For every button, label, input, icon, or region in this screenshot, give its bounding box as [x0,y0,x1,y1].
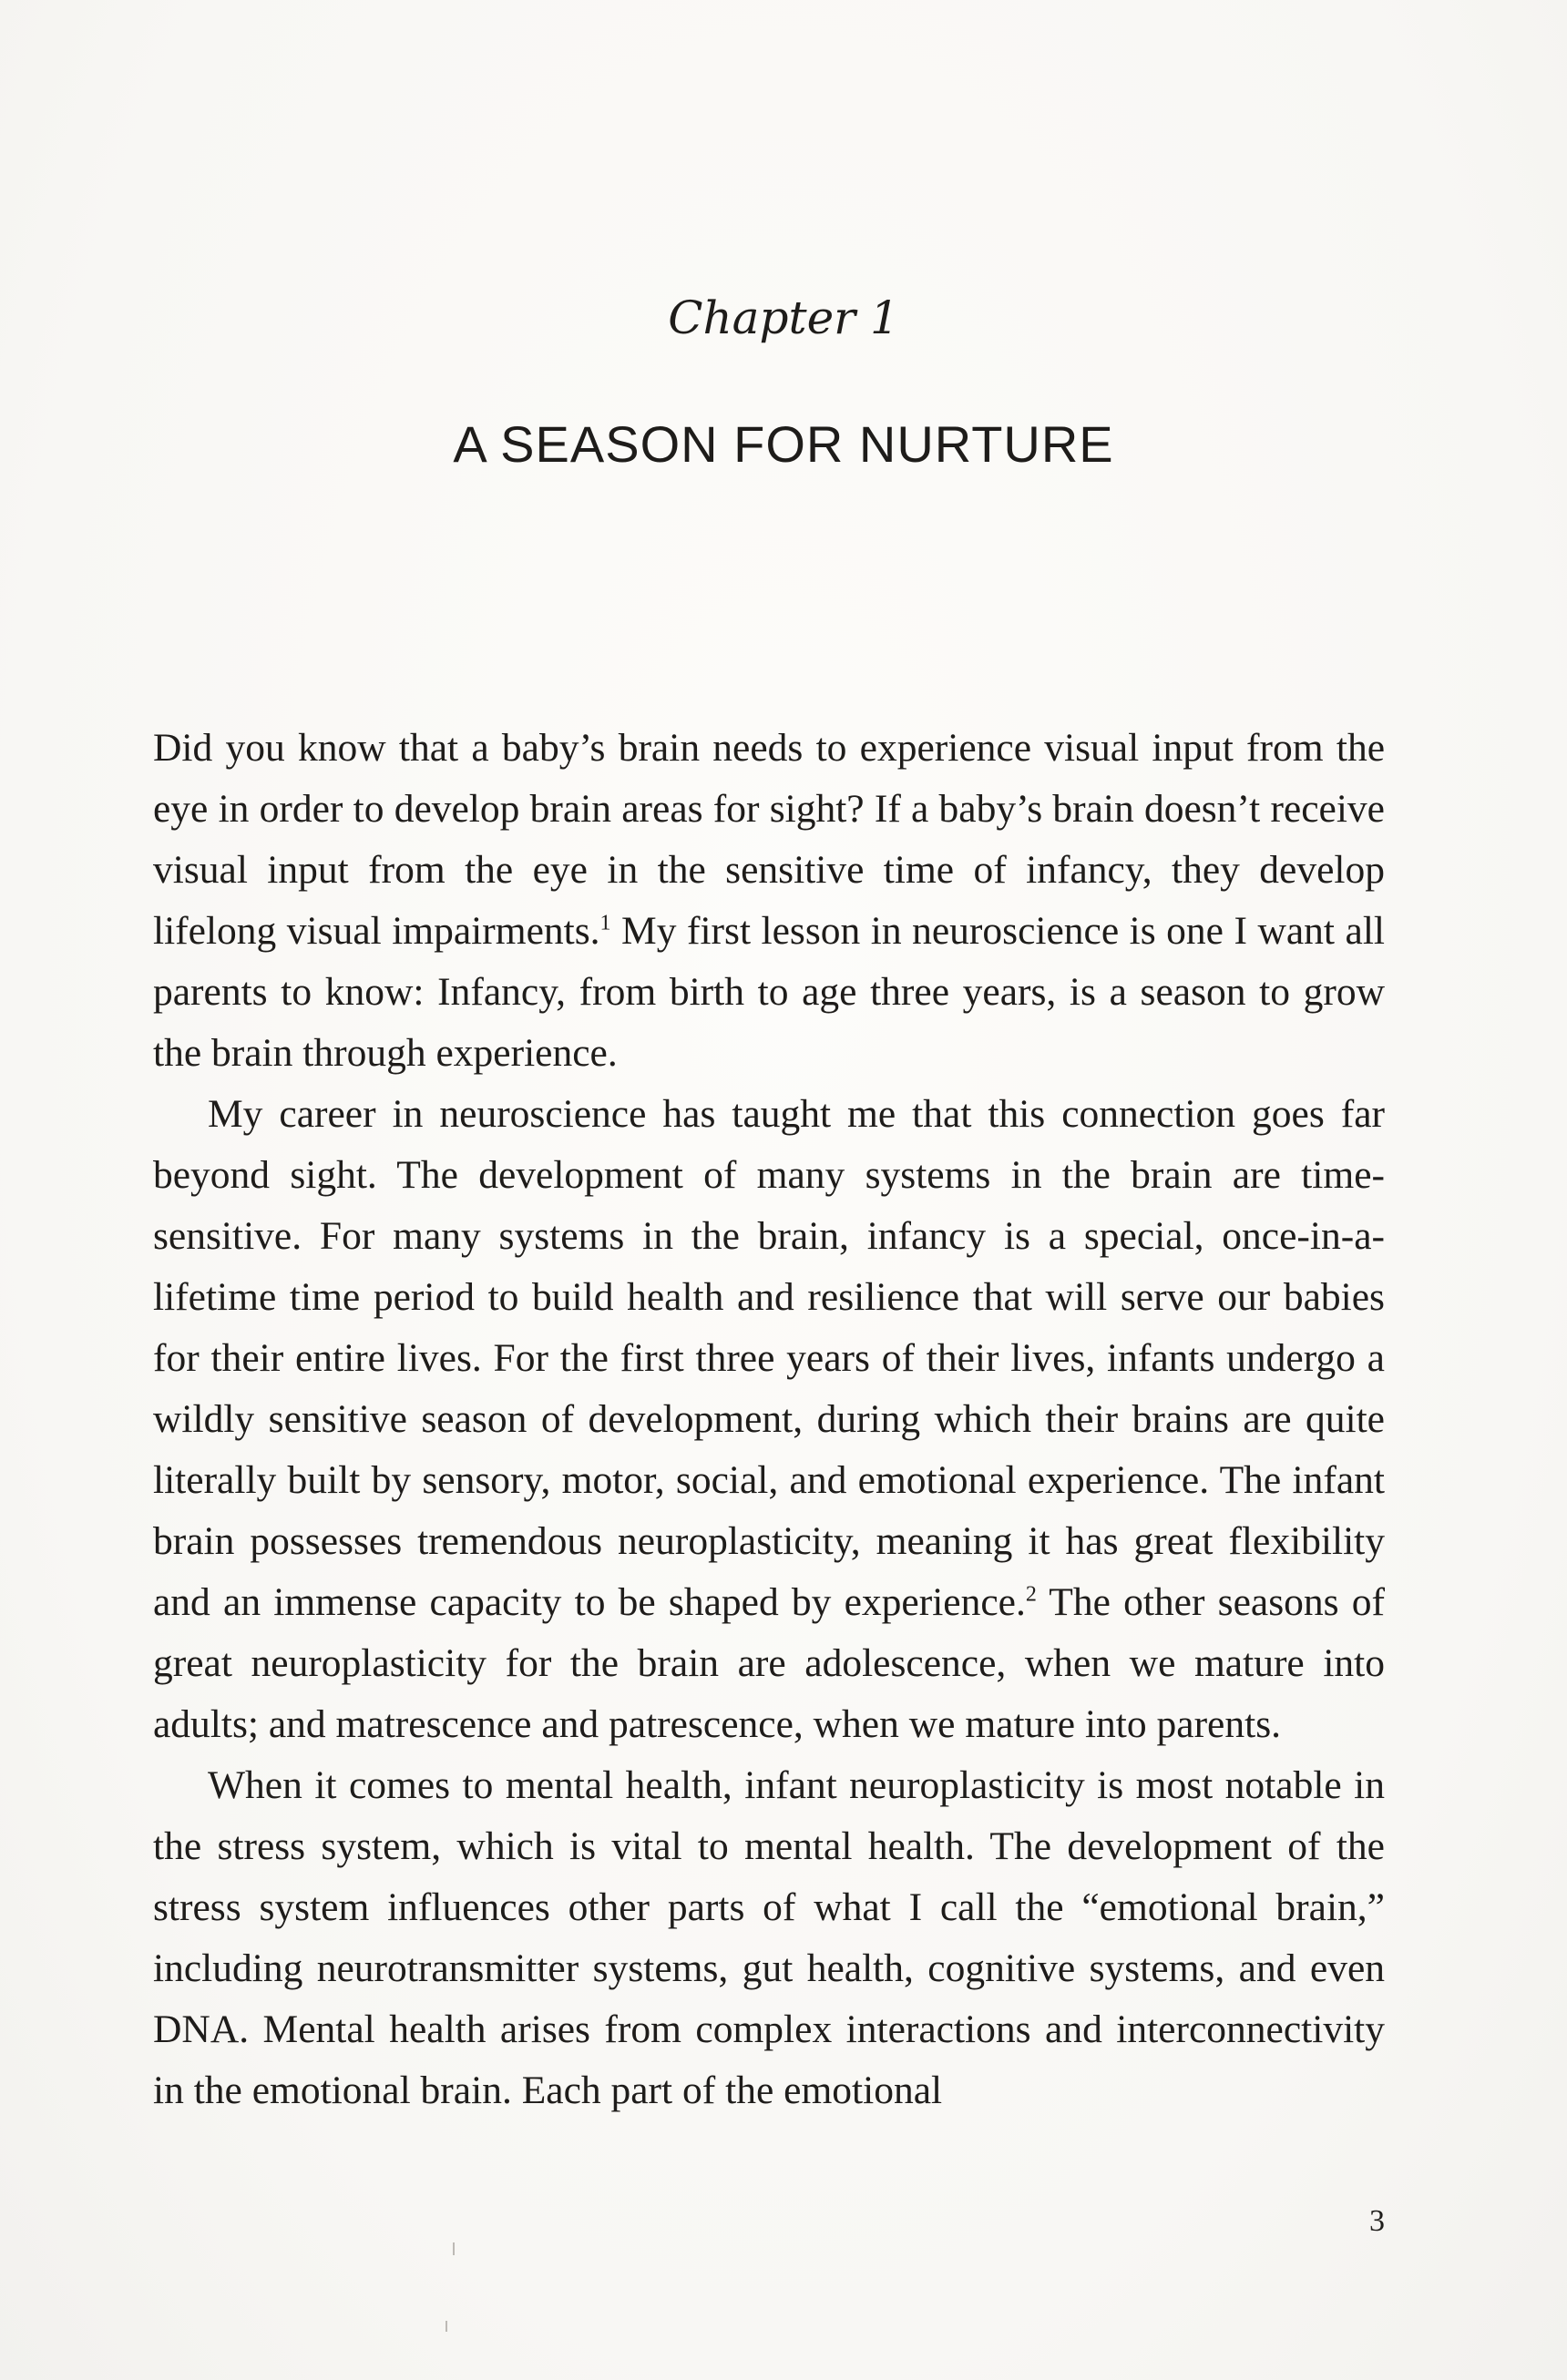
paragraph-2-text-a: My career in neuroscience has taught me that this connection goes far beyond sight. The development of many systems in the brain are time-sensitive. For many systems in the brain, infancy is a special, once-in-a-lifetime time period to build health and resilience that will serve our babies for their entire lives. For the first three years of their lives, infants undergo a wildly sensitive season of development, during which their brains are quite literally built by sensory, motor, social, and emotional experience. The infant brain possesses tremendous neuroplasticity, meaning it has great flexibility and an immense capacity to be shaped by experience. [153,1092,1385,1624]
paragraph-2 [153,1084,1385,1755]
paragraph-1-text-b: My first lesson in neuroscience is one I want all parents to know: Infancy, from birth to age three years, is a season to grow the brain through experience. [153,909,1385,1075]
chapter-title: A SEASON FOR NURTURE [453,415,1114,473]
paragraph-1 [153,718,1385,1084]
body-text [153,718,1385,2121]
scan-speck [453,2242,455,2255]
paragraph-2-text-b: The other seasons of great neuroplasticity for the brain are adolescence, when we mature into adults; and matrescence and patrescence, when we mature into parents. [153,1580,1385,1746]
paragraph-1-text-a: Did you know that a baby’s brain needs to experience visual input from the eye in order to develop brain areas for sight? If a baby’s brain doesn’t receive visual input from the eye in the sensitive time of infancy, they develop lifelong visual impairments. [153,726,1385,953]
footnote-marker-2: 2 [1025,1582,1037,1607]
footnote-marker-1: 1 [599,911,611,935]
scan-speck [446,2321,447,2332]
page-number: 3 [1369,2204,1385,2238]
chapter-label: Chapter 1 [668,291,899,344]
paragraph-3: When it comes to mental health, infant neuroplasticity is most notable in the stress system, which is vital to mental health. The development of the stress system influences other parts of what I call the “emotional brain,” including neurotransmitter systems, gut health, cognitive systems, and even DNA. Mental health arises from complex interactions and interconnectivity in the emotional brain. Each part of the emotional [153,1763,1385,2112]
